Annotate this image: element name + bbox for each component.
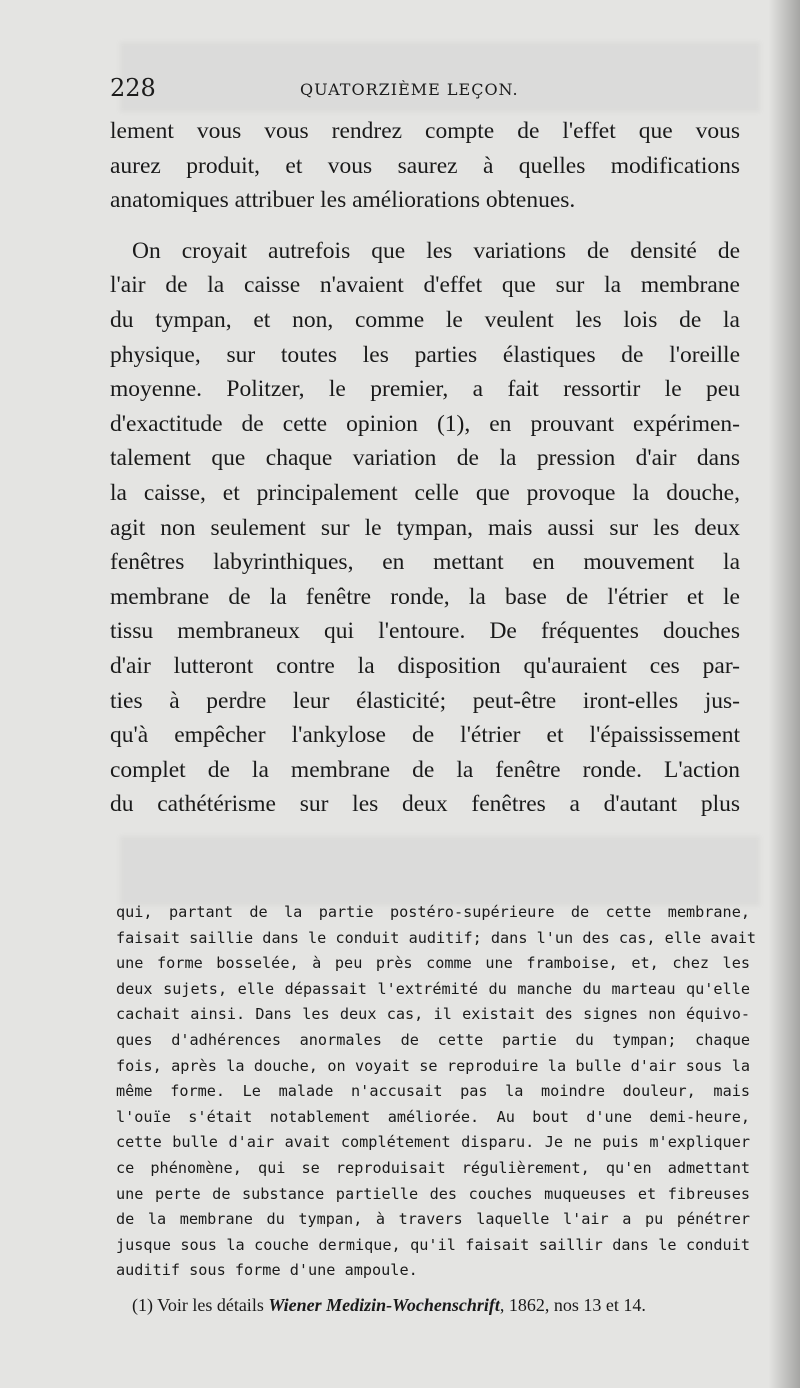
text-line: qu'à empêcher l'ankylose de l'étrier et l'épaississement <box>110 722 740 749</box>
text-line: On croyait autrefois que les variations de densité de <box>132 237 740 264</box>
footnote-line: fois, après la douche, on voyait se reproduire la bulle d'air sous la <box>116 1056 750 1075</box>
text-line: aurez produit, et vous saurez à quelles modifications <box>110 152 740 179</box>
footnote-line: l'ouïe s'était notablement améliorée. Au bout d'une demi-heure, <box>116 1107 750 1126</box>
text-line: du tympan, et non, comme le veulent les lois de la <box>110 306 740 333</box>
page-header <box>110 74 740 108</box>
main-text <box>110 114 740 822</box>
running-head: QUATORZIÈME LEÇON. <box>300 80 519 99</box>
text-line: la caisse, et principalement celle que provoque la douche, <box>110 479 740 506</box>
text-line: complet de la membrane de la fenêtre ronde. L'action <box>110 756 740 783</box>
text-line: physique, sur toutes les parties élastiques de l'oreille <box>110 341 740 368</box>
footnote-reference <box>132 1295 752 1316</box>
footnote-line: cachait ainsi. Dans les deux cas, il existait des signes non équivo- <box>116 1005 750 1024</box>
text-line: du cathétérisme sur les deux fenêtres a d'autant plus <box>110 791 740 818</box>
footnote-line: ques d'adhérences anormales de cette partie du tympan; chaque <box>116 1030 750 1049</box>
page-number: 228 <box>110 74 156 102</box>
footnote-line: cette bulle d'air avait complétement disparu. Je ne puis m'expliquer <box>116 1133 750 1152</box>
text-line: moyenne. Politzer, le premier, a fait ressortir le peu <box>110 376 740 403</box>
text-line: membrane de la fenêtre ronde, la base de l'étrier et le <box>110 583 740 610</box>
text-line: agit non seulement sur le tympan, mais aussi sur les deux <box>110 514 740 541</box>
text-line: fenêtres labyrinthiques, en mettant en mouvement la <box>110 549 740 576</box>
reference-prefix: (1) Voir les détails <box>132 1295 269 1315</box>
text-line: talement que chaque variation de la pression d'air dans <box>110 445 740 472</box>
text-line: d'air lutteront contre la disposition qu'auraient ces par- <box>110 652 740 679</box>
footnote-line: une perte de substance partielle des couches muqueuses et fibreuses <box>116 1184 750 1203</box>
text-line: d'exactitude de cette opinion (1), en prouvant expérimen- <box>110 410 740 437</box>
footnote-line: deux sujets, elle dépassait l'extrémité du manche du marteau qu'elle <box>116 979 750 998</box>
footnote-continuation <box>116 900 757 1284</box>
text-line: anatomiques attribuer les améliorations obtenues. <box>110 187 576 214</box>
text-line: ties à perdre leur élasticité; peut-être iront-elles jus- <box>110 687 740 714</box>
text-line: tissu membraneux qui l'entoure. De fréquentes douches <box>110 618 740 645</box>
footnote-line: ce phénomène, qui se reproduisait régulièrement, qu'en admettant <box>116 1158 750 1177</box>
page-edge-shadow <box>768 0 800 1388</box>
footnote-line: une forme bosselée, à peu près comme une framboise, et, chez les <box>116 954 750 973</box>
footnote-line: même forme. Le malade n'accusait pas la moindre douleur, mais <box>116 1082 750 1101</box>
text-line: l'air de la caisse n'avaient d'effet que sur la membrane <box>110 272 740 299</box>
footnote-line: jusque sous la couche dermique, qu'il faisait saillir dans le conduit <box>116 1235 750 1254</box>
footnote-line: qui, partant de la partie postéro-supérieure de cette membrane, <box>116 903 750 921</box>
text-line: lement vous vous rendrez compte de l'effet que vous <box>110 118 740 144</box>
footnote-line: auditif sous forme d'une ampoule. <box>116 1261 418 1280</box>
reference-suffix: , 1862, nos 13 et 14. <box>499 1295 646 1315</box>
bleed-through-middle <box>120 836 760 906</box>
reference-journal-title: Wiener Medizin-Wochenschrift <box>268 1295 500 1315</box>
footnote-line: faisait saillie dans le conduit auditif; dans l'un des cas, elle avait <box>116 928 757 947</box>
footnote-line: de la membrane du tympan, à travers laquelle l'air a pu pénétrer <box>116 1210 750 1229</box>
